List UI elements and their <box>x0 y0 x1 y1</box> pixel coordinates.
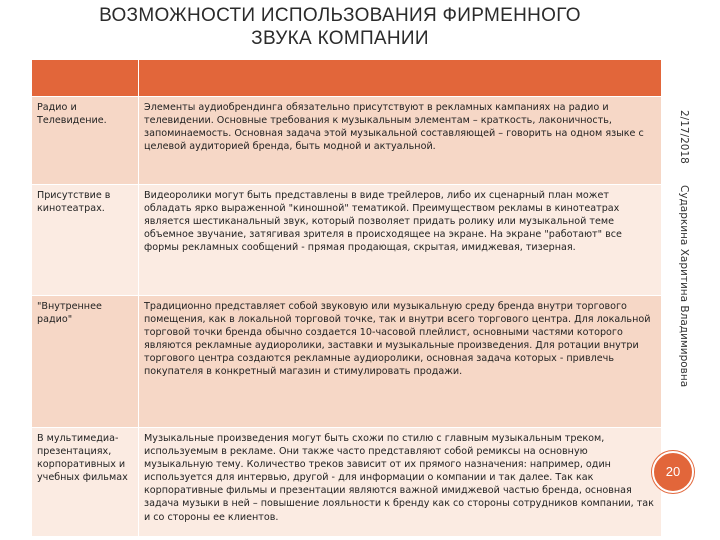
row-text: Музыкальные произведения могут быть схожи по стилю с главным музыкальным треком, используемым в рекламе. Они также часто представляют собой ремиксы на основную музыкальную тему. Количество треков зависит от их прямого назначения: например, один используется для интервью, другой - для информации о компании и так далее. Так как корпоративные фильмы и презентации являются важной имиджевой частью бренда, основная задача музыки в ней – повышение лояльности к бренду как со стороны сотрудников компании, так и со стороны ее клиентов. <box>139 428 662 537</box>
row-label: В мультимедиа-презентациях, корпоративных и учебных фильмах <box>32 428 139 537</box>
row-label: "Внутреннее радио" <box>32 296 139 428</box>
table-row <box>32 428 662 537</box>
features-table <box>31 59 662 537</box>
table-header-cell <box>139 60 662 97</box>
slide-date: 2/17/2018 <box>678 110 690 164</box>
slide-title-line2: ЗВУКА КОМПАНИИ <box>251 28 429 49</box>
table-row <box>32 97 662 185</box>
row-text: Элементы аудиобрендинга обязательно присутствуют в рекламных кампаниях на радио и телевидении. Основные требования к музыкальным элементам – краткость, лаконичность, запоминаемость. Основная задача этой музыкальной составляющей – говорить на одном языке с целевой аудиторией бренда, быть модной и актуальной. <box>139 97 662 185</box>
slide-author: Сударкина Харитина Владимировна <box>678 185 690 388</box>
slide-title <box>30 4 650 50</box>
slide-title-line1: ВОЗМОЖНОСТИ ИСПОЛЬЗОВАНИЯ ФИРМЕННОГО <box>99 5 581 26</box>
row-label: Присутствие в кинотеатрах. <box>32 185 139 296</box>
table-row <box>32 296 662 428</box>
row-text: Традиционно представляет собой звуковую или музыкальную среду бренда внутри торгового помещения, как в локальной торговой точке, так и внутри всего торгового центра. Для локальной торговой точки бренда обычно создается 10-часовой плейлист, основными частями которого являются рекламные аудиоролики, заставки и музыкальные произведения. Для ротации внутри торгового центра создаются рекламные аудиоролики, основная задача которых - привлечь покупателя в конкретный магазин и стимулировать продажи. <box>139 296 662 428</box>
page-number-badge: 20 <box>652 451 694 493</box>
row-label: Радио и Телевидение. <box>32 97 139 185</box>
row-text: Видеоролики могут быть представлены в виде трейлеров, либо их сценарный план может обладать ярко выраженной "киношной" тематикой. Преимуществом рекламы в кинотеатрах является шестиканальный звук, который позволяет придать ролику или музыкальной теме объемное звучание, затягивая зрителя в происходящее на экране. На экране "работают" все формы рекламных сообщений - прямая продающая, скрытая, имиджевая, тизерная. <box>139 185 662 296</box>
table-header-row <box>32 60 662 97</box>
table-header-cell <box>32 60 139 97</box>
table-row <box>32 185 662 296</box>
